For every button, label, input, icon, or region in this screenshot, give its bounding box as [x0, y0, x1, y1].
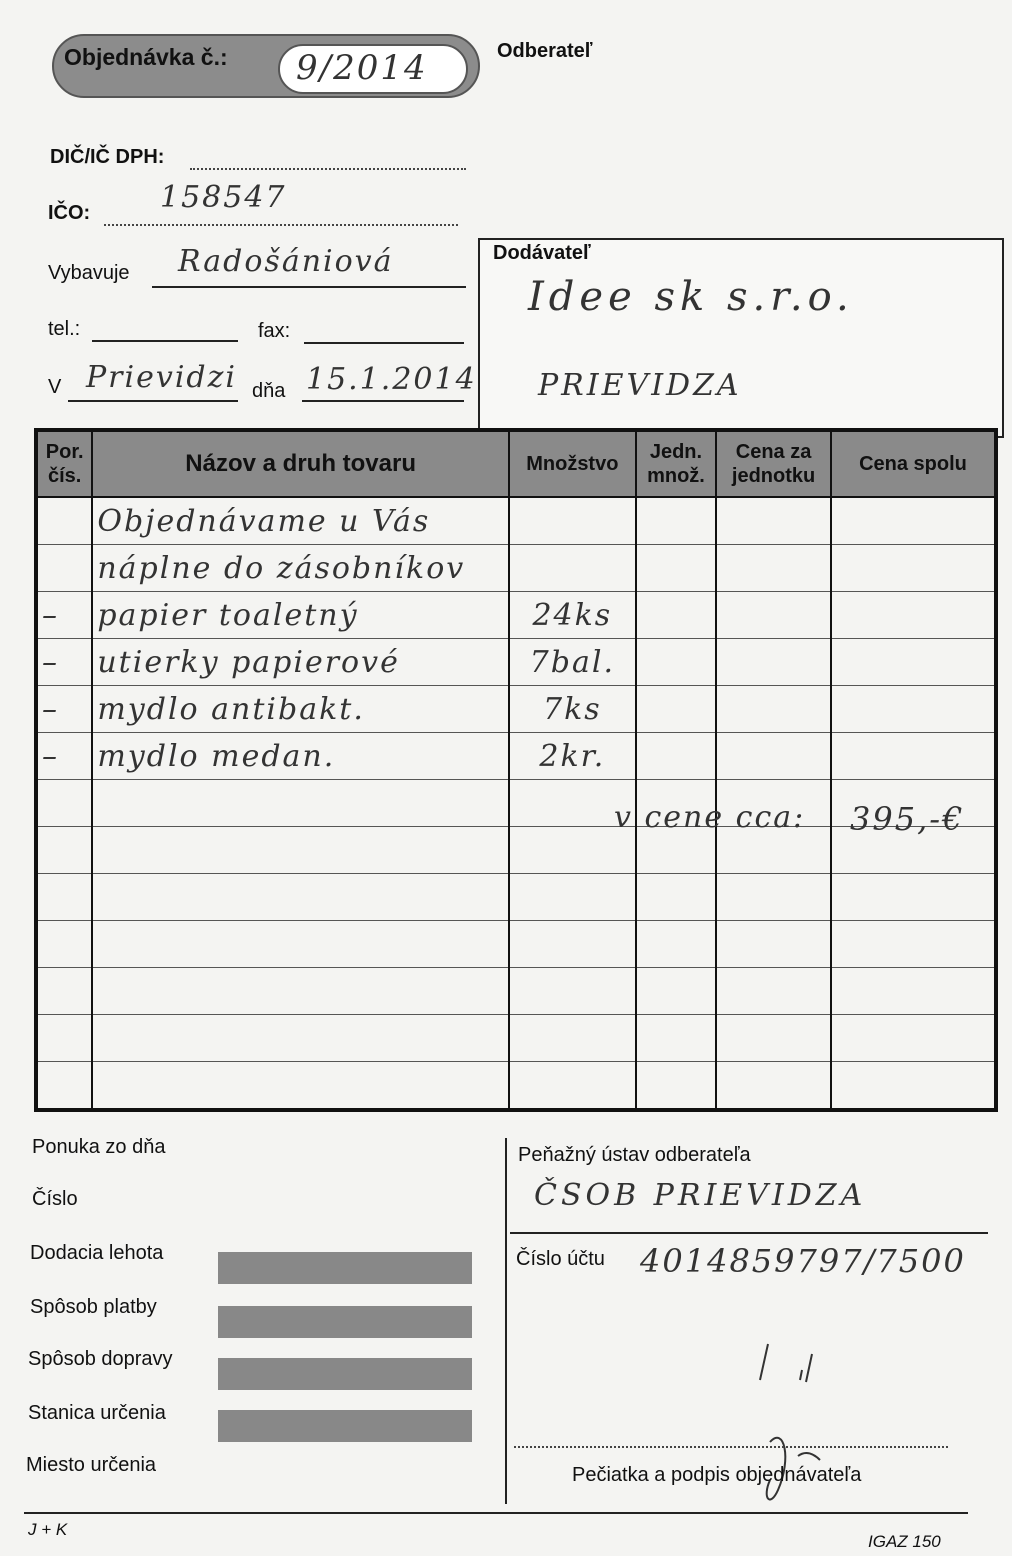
cell-unit[interactable]	[636, 733, 717, 780]
order-number-value[interactable]: 9/2014	[296, 48, 428, 88]
destination-label: Miesto určenia	[26, 1454, 157, 1476]
cell-qty[interactable]	[509, 874, 636, 921]
cell-no[interactable]	[36, 1015, 92, 1062]
col-header-unit-price: Cena za jednotku	[716, 430, 831, 497]
fax-field[interactable]	[304, 320, 464, 344]
supplier-city[interactable]: PRIEVIDZA	[538, 368, 742, 403]
cell-name[interactable]	[92, 780, 509, 827]
cell-unit[interactable]	[636, 1062, 717, 1111]
cell-total[interactable]	[831, 639, 996, 686]
tel-field[interactable]	[92, 318, 238, 342]
cell-unit-price[interactable]	[716, 639, 831, 686]
cell-unit[interactable]	[636, 639, 717, 686]
cell-unit-price[interactable]	[716, 1062, 831, 1111]
price-note: v cene cca:	[614, 800, 806, 835]
cell-no[interactable]: –	[36, 686, 92, 733]
cell-no[interactable]	[36, 827, 92, 874]
cell-no[interactable]	[36, 874, 92, 921]
signature-line[interactable]	[514, 1446, 948, 1448]
cell-qty[interactable]: 7bal.	[509, 639, 636, 686]
cell-unit[interactable]	[636, 921, 717, 968]
price-total[interactable]: 395,-€	[850, 800, 965, 838]
col-header-unit: Jedn. množ.	[636, 430, 717, 497]
supplier-name[interactable]: Idee sk s.r.o.	[528, 274, 854, 320]
tel-label: tel.:	[48, 318, 81, 340]
table-row	[36, 874, 996, 921]
delivery-field[interactable]	[218, 1252, 472, 1284]
col-header-qty: Množstvo	[509, 430, 636, 497]
cell-unit[interactable]	[636, 592, 717, 639]
cell-qty[interactable]: 24ks	[509, 592, 636, 639]
cell-total[interactable]	[831, 1062, 996, 1111]
offer-date-label: Ponuka zo dňa	[32, 1136, 166, 1158]
cell-unit-price[interactable]	[716, 733, 831, 780]
cell-unit-price[interactable]	[716, 874, 831, 921]
transport-label: Spôsob dopravy	[28, 1348, 173, 1370]
table-row	[36, 592, 996, 639]
cell-qty[interactable]: 7ks	[509, 686, 636, 733]
cell-name[interactable]: náplne do zásobníkov	[92, 545, 509, 592]
cell-name[interactable]	[92, 968, 509, 1015]
table-row	[36, 1062, 996, 1111]
footer-left: J + K	[28, 1520, 68, 1539]
station-label: Stanica určenia	[28, 1402, 166, 1424]
cell-no[interactable]: –	[36, 639, 92, 686]
cell-qty[interactable]	[509, 497, 636, 545]
cell-name[interactable]	[92, 827, 509, 874]
items-table	[34, 428, 998, 1112]
place-label: V	[48, 376, 62, 398]
cell-no[interactable]	[36, 968, 92, 1015]
number-label: Číslo	[32, 1188, 78, 1210]
cell-unit[interactable]	[636, 497, 717, 545]
cell-qty[interactable]	[509, 1062, 636, 1111]
table-row	[36, 921, 996, 968]
ico-value: 158547	[160, 180, 287, 215]
cell-no[interactable]: –	[36, 733, 92, 780]
col-header-name: Názov a druh tovaru	[92, 430, 509, 497]
cell-unit-price[interactable]	[716, 686, 831, 733]
bank-separator	[510, 1232, 988, 1234]
delivery-label: Dodacia lehota	[30, 1242, 164, 1264]
date-label: dňa	[252, 380, 286, 402]
fax-label: fax:	[258, 320, 291, 342]
table-row	[36, 639, 996, 686]
place-value: Prievidzi	[86, 360, 238, 395]
cell-unit-price[interactable]	[716, 1015, 831, 1062]
bank-label: Peňažný ústav odberateľa	[518, 1144, 751, 1166]
table-row	[36, 1015, 996, 1062]
cell-unit[interactable]	[636, 874, 717, 921]
cell-unit[interactable]	[636, 1015, 717, 1062]
table-row	[36, 497, 996, 545]
cell-unit[interactable]	[636, 686, 717, 733]
cell-total[interactable]	[831, 497, 996, 545]
cell-total[interactable]	[831, 545, 996, 592]
transport-field[interactable]	[218, 1358, 472, 1390]
cell-total[interactable]	[831, 1015, 996, 1062]
cell-total[interactable]	[831, 968, 996, 1015]
handled-by-value: Radošániová	[178, 244, 394, 279]
supplier-heading: Dodávateľ	[493, 242, 591, 264]
cell-total[interactable]	[831, 921, 996, 968]
cell-total[interactable]	[831, 686, 996, 733]
cell-total[interactable]	[831, 592, 996, 639]
cell-unit-price[interactable]	[716, 968, 831, 1015]
cell-name[interactable]: papier toaletný	[92, 592, 509, 639]
cell-no[interactable]	[36, 545, 92, 592]
cell-no[interactable]: –	[36, 592, 92, 639]
account-value[interactable]: 4014859797/7500	[640, 1242, 966, 1280]
dic-label: DIČ/IČ DPH:	[50, 146, 165, 168]
cell-qty[interactable]	[509, 545, 636, 592]
payment-label: Spôsob platby	[30, 1296, 157, 1318]
cell-total[interactable]	[831, 733, 996, 780]
cell-qty[interactable]: 2kr.	[509, 733, 636, 780]
ico-label: IČO:	[48, 202, 91, 224]
footer-right: IGAZ 150	[868, 1532, 941, 1551]
col-header-total: Cena spolu	[831, 430, 996, 497]
cell-unit-price[interactable]	[716, 921, 831, 968]
table-row	[36, 968, 996, 1015]
cell-qty[interactable]	[509, 1015, 636, 1062]
table-row	[36, 733, 996, 780]
table-row	[36, 545, 996, 592]
bank-value[interactable]: ČSOB PRIEVIDZA	[534, 1178, 867, 1213]
col-header-no: Por. čís.	[36, 430, 92, 497]
signature	[740, 1330, 880, 1520]
payment-field[interactable]	[218, 1306, 472, 1338]
cell-no[interactable]	[36, 921, 92, 968]
date-value: 15.1.2014	[306, 362, 477, 397]
cell-unit[interactable]	[636, 968, 717, 1015]
table-row	[36, 686, 996, 733]
cell-name[interactable]	[92, 1015, 509, 1062]
cell-name[interactable]	[92, 921, 509, 968]
account-label: Číslo účtu	[516, 1248, 605, 1270]
cell-unit[interactable]	[636, 545, 717, 592]
cell-name[interactable]: utierky papierové	[92, 639, 509, 686]
station-field[interactable]	[218, 1410, 472, 1442]
cell-unit-price[interactable]	[716, 545, 831, 592]
cell-name[interactable]: mydlo antibakt.	[92, 686, 509, 733]
supplier-box	[478, 238, 1004, 438]
cell-unit-price[interactable]	[716, 497, 831, 545]
cell-no[interactable]	[36, 780, 92, 827]
cell-name[interactable]: mydlo medan.	[92, 733, 509, 780]
cell-no[interactable]	[36, 1062, 92, 1111]
cell-name[interactable]	[92, 1062, 509, 1111]
signature-label: Pečiatka a podpis objednávateľa	[572, 1464, 862, 1486]
handled-by-label: Vybavuje	[48, 262, 130, 284]
cell-qty[interactable]	[509, 968, 636, 1015]
cell-name[interactable]: Objednávame u Vás	[92, 497, 509, 545]
order-number-label: Objednávka č.:	[64, 44, 228, 70]
dic-field[interactable]	[190, 148, 466, 170]
cell-total[interactable]	[831, 874, 996, 921]
bank-divider	[505, 1138, 507, 1504]
cell-qty[interactable]	[509, 921, 636, 968]
cell-unit-price[interactable]	[716, 592, 831, 639]
cell-name[interactable]	[92, 874, 509, 921]
table-header-row	[36, 430, 996, 497]
cell-no[interactable]	[36, 497, 92, 545]
customer-heading: Odberateľ	[497, 40, 593, 62]
footer-line	[24, 1512, 968, 1514]
